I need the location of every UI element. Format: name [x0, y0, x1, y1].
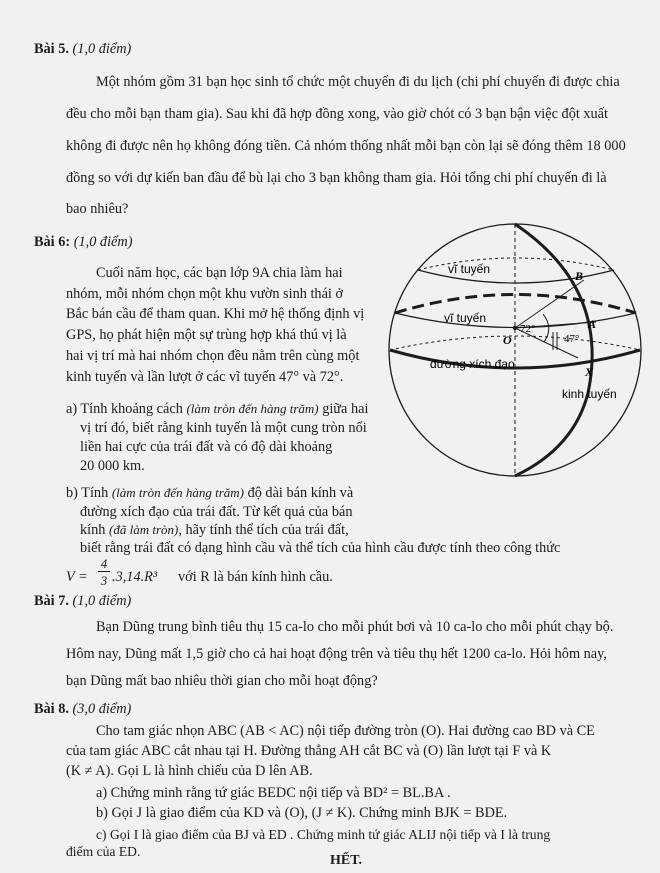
problem-6-line-6: kinh tuyến và lần lượt ở các vĩ tuyến 47° và 72°.: [66, 369, 344, 385]
problem-5-title: Bài 5.: [34, 41, 69, 57]
globe-diagram: [378, 218, 660, 480]
problem-5-heading: [34, 40, 131, 58]
problem-6a-line-1: [66, 400, 368, 418]
formula-denominator: 3: [100, 573, 108, 588]
problem-6b-lead: b) Tính: [66, 485, 109, 501]
problem-6b-rounding-note: (làm tròn đến hàng trăm): [111, 485, 244, 500]
formula-numerator: 4: [98, 556, 110, 572]
problem-6b-line-3: [80, 521, 349, 539]
center-point: [513, 326, 517, 330]
radius-to-b: [515, 280, 584, 328]
label-b: B: [575, 269, 584, 283]
formula-tail: với R là bán kính hình cầu.: [178, 569, 333, 585]
problem-6a-lead-end: giữa hai: [322, 401, 369, 417]
problem-6b-line-3-end: , hãy tính thể tích của trái đất,: [178, 522, 349, 538]
label-a: A: [588, 317, 597, 331]
label-o: O: [503, 333, 512, 347]
problem-8a: a) Chứng minh rằng tứ giác BEDC nội tiếp và BD² = BL.BA .: [96, 785, 451, 801]
label-angle-72: 72°: [520, 323, 536, 335]
label-latitude-1: vĩ tuyến: [448, 262, 491, 276]
label-latitude-2: vĩ tuyến: [444, 311, 487, 325]
problem-6b-line-4: biết rằng trái đất có dạng hình cầu và thể tích của hình cầu được tính theo công thức: [80, 540, 561, 556]
problem-6-line-2: nhóm, mỗi nhóm chọn một khu vườn sinh thái ở: [66, 286, 344, 302]
problem-6a-line-4: 20 000 km.: [80, 458, 145, 474]
problem-8-line-2: của tam giác ABC cắt nhau tại H. Đường thẳng AH cắt BC và (O) lần lượt tại F và K: [66, 743, 552, 759]
problem-6-points: (1,0 điểm): [73, 234, 133, 250]
problem-5-line-3: không đi được nên họ không đóng tiền. Cả nhóm thống nhất mỗi bạn còn lại sẽ đóng thêm 18 000: [66, 138, 626, 154]
problem-6-heading: [34, 233, 132, 251]
problem-5-line-2: đều cho mỗi bạn tham gia). Sau khi đã hợp đồng xong, vào giờ chót có 3 bạn bận việc đột xuất: [66, 106, 609, 122]
problem-6b-lead-end: độ dài bán kính và: [247, 485, 354, 501]
problem-8-line-3: (K ≠ A). Gọi L là hình chiếu của D lên AB.: [66, 763, 313, 779]
label-meridian: kinh tuyến: [562, 387, 617, 401]
problem-7-line-3: bạn Dũng mất bao nhiêu thời gian cho mỗi hoạt động?: [66, 673, 378, 689]
problem-5-line-5: bao nhiêu?: [66, 201, 129, 217]
problem-7-line-1: Bạn Dũng trung bình tiêu thụ 15 ca-lo cho mỗi phút bơi và 10 ca-lo cho mỗi phút chạy bộ.: [96, 619, 614, 635]
formula-lhs: V =: [66, 569, 88, 585]
problem-8c-line-2: điểm của ED.: [66, 844, 141, 859]
problem-6a-rounding-note: (làm tròn đến hàng trăm): [186, 401, 319, 416]
problem-8-title: Bài 8.: [34, 701, 69, 717]
problem-7-points: (1,0 điểm): [72, 593, 132, 609]
formula-rest: .3,14.R³: [112, 569, 158, 585]
label-angle-47: 47°: [564, 333, 580, 345]
problem-7-line-2: Hôm nay, Dũng mất 1,5 giờ cho cả hai hoạt động trên và tiêu thụ hết 1200 ca-lo. Hỏi hôm nay,: [66, 646, 607, 662]
problem-8c-line-1: c) Gọi I là giao điểm của BJ và ED . Chứng minh tứ giác ALIJ nội tiếp và I là trung: [96, 827, 551, 842]
end-marker: HẾT.: [330, 853, 363, 868]
problem-7-title: Bài 7.: [34, 593, 69, 609]
problem-8b: b) Gọi J là giao điểm của KD và (O), (J ≠ K). Chứng minh BJK = BDE.: [96, 805, 508, 821]
meridian-arc: [515, 224, 592, 476]
problem-6a-lead: a) Tính khoảng cách: [66, 401, 183, 417]
problem-6-line-5: hai vị trí mà hai nhóm chọn đều nằm trên cùng một: [66, 348, 360, 364]
problem-8-line-1: Cho tam giác nhọn ABC (AB < AC) nội tiếp đường tròn (O). Hai đường cao BD và CE: [96, 723, 595, 739]
label-x: X: [585, 365, 594, 379]
problem-6b-kinh: kính: [80, 522, 106, 538]
problem-8-heading: [34, 700, 131, 718]
problem-5-line-1: Một nhóm gồm 31 bạn học sinh tổ chức một chuyến đi du lịch (chi phí chuyến đi được chia: [96, 74, 620, 90]
problem-7-heading: [34, 592, 131, 610]
problem-6-line-1: Cuối năm học, các bạn lớp 9A chia làm hai: [96, 265, 343, 281]
problem-6a-line-2: vị trí đó, biết rằng kinh tuyến là một cung tròn nối: [80, 420, 367, 436]
problem-8-points: (3,0 điểm): [72, 701, 132, 717]
angle-arc: [543, 314, 549, 342]
label-equator: đường xích đạo: [430, 357, 515, 371]
problem-6-line-4: GPS, họ phát hiện một sự trùng hợp khá thú vị là: [66, 327, 347, 343]
problem-6b-rounded-note: (đã làm tròn): [109, 522, 179, 537]
problem-5-line-4: đồng so với dự kiến ban đầu để bù lại cho 3 bạn không tham gia. Hỏi tổng chi phí chuyến đi là: [66, 170, 607, 186]
problem-5-points: (1,0 điểm): [72, 41, 132, 57]
problem-6a-line-3: liền hai cực của trái đất và có độ dài khoảng: [80, 439, 333, 455]
problem-6b-line-2: đường xích đạo của trái đất. Từ kết quả của bán: [80, 504, 353, 520]
problem-6b-line-1: [66, 484, 353, 502]
problem-6-line-3: Bắc bán cầu để tham quan. Khi mở hệ thống định vị: [66, 306, 365, 322]
problem-6-title: Bài 6:: [34, 234, 71, 250]
